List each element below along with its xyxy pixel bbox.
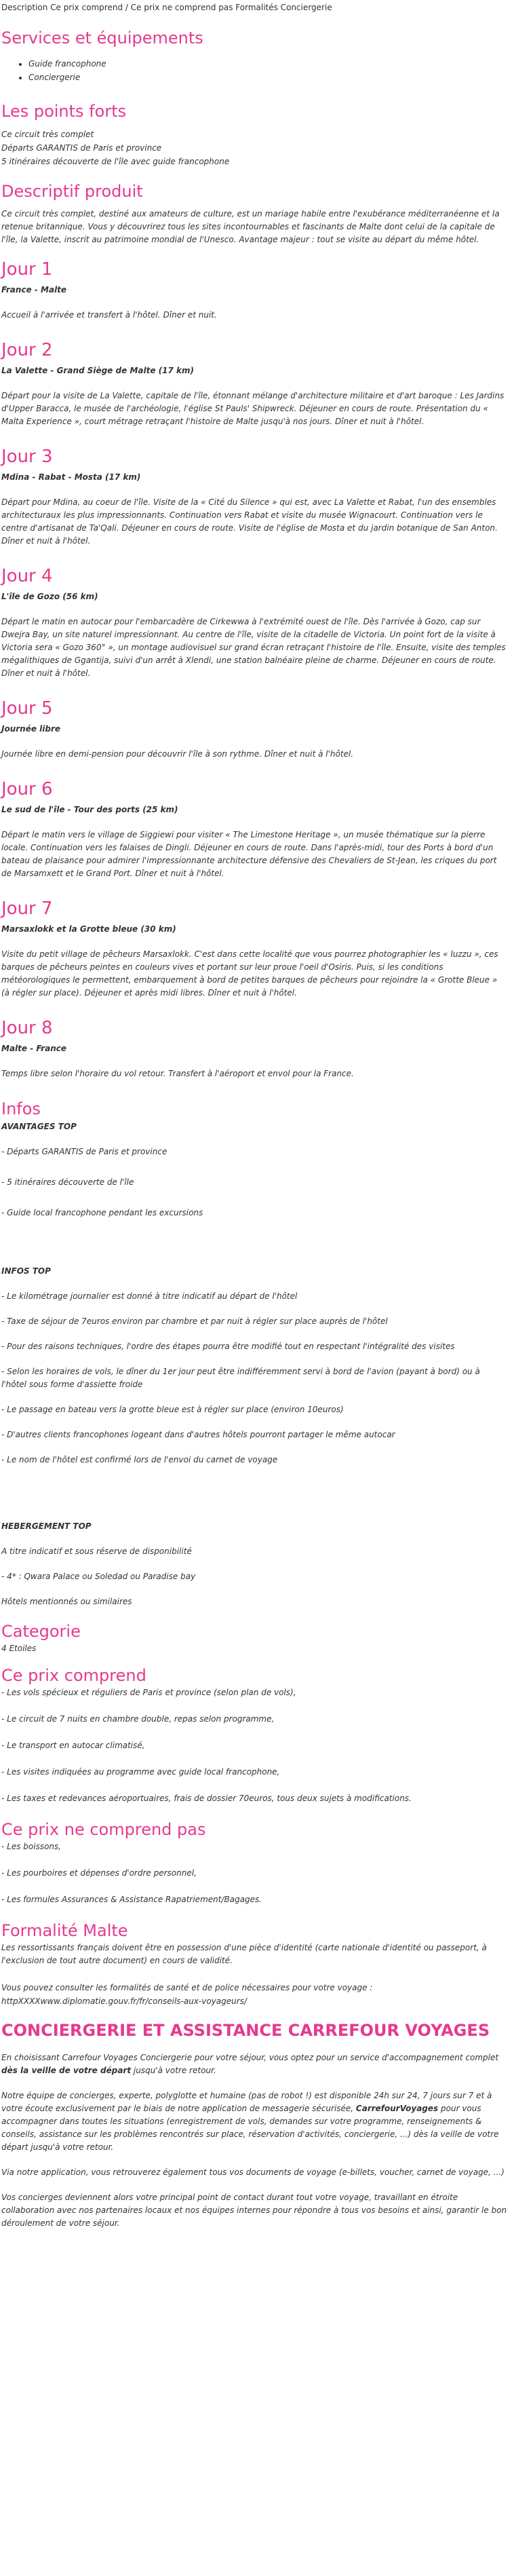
day-title: Jour 7 (1, 898, 53, 919)
spacer (1, 1479, 507, 1519)
day-text: Départ le matin vers le village de Siggiewi pour visiter « The Limestone Heritage », un musée thématique sur la pierre locale. Continuation vers les falaises de Dingli. Déjeuner en cours de route. Dans l'après-midi, tour des Ports à bord d'un bateau de plaisance pour admirer l'impressionnante architecture défensive des Chevaliers de St-Jean, les criques du port de Marsamxett et le Grand Port. Dîner et nuit à l'hôtel. (1, 830, 497, 878)
services-title: Services et équipements (1, 29, 203, 48)
day-subtitle: La Valette - Grand Siège de Malte (17 km) (1, 366, 194, 375)
day-3 (1, 446, 507, 548)
day-4 (1, 565, 507, 680)
spacer (1, 1237, 507, 1264)
comprend-item: - Le transport en autocar climatisé, (1, 1741, 145, 1750)
points-forts-line: Départs GARANTIS de Paris et province (1, 143, 162, 153)
infos-top-item: - Pour des raisons techniques, l'ordre des étapes pourra être modifié tout en respectant l'intégralité des visites (1, 1342, 455, 1351)
day-text: Journée libre en demi-pension pour découvrir l'île à son rythme. Dîner et nuit à l'hôtel. (1, 749, 354, 759)
day-title: Jour 4 (1, 566, 53, 586)
points-forts-line: Ce circuit très complet (1, 130, 94, 139)
ne-comprend-item: - Les boissons, (1, 1842, 62, 1851)
tabs-line[interactable]: Description Ce prix comprend / Ce prix ne comprend pas Formalités Conciergerie (1, 3, 332, 12)
conciergerie-p3: Via notre application, vous retrouverez également tous vos documents de voyage (e-billets, voucher, carnet de voyage, ...) (1, 2167, 505, 2177)
comprend-list (1, 1686, 507, 1805)
day-subtitle: Malte - France (1, 1044, 67, 1053)
formalite-text-2 (1, 1981, 507, 2008)
infos-top-item: - Le kilométrage journalier est donné à titre indicatif au départ de l'hôtel (1, 1291, 298, 1301)
day-subtitle: Marsaxlokk et la Grotte bleue (30 km) (1, 924, 176, 934)
points-forts-line: 5 itinéraires découverte de l'île avec guide francophone (1, 157, 230, 166)
conciergerie-title: CONCIERGERIE ET ASSISTANCE CARREFOUR VOYAGES (1, 2021, 490, 2040)
infos-top-item: - Selon les horaires de vols, le dîner du 1er jour peut être indifféremment servi à bord de l'avion (payant à bord) ou à l'hôtel sous forme d'assiette froide (1, 1367, 480, 1389)
services-list (1, 57, 507, 84)
comprend-item: - Les taxes et redevances aéroportuaires, frais de dossier 70euros, tous deux sujets à modifications. (1, 1794, 412, 1803)
comprend-item: - Les vols spécieux et réguliers de Paris et province (selon plan de vols), (1, 1688, 296, 1697)
day-subtitle: Le sud de l'île - Tour des ports (25 km) (1, 805, 178, 814)
points-forts-text (1, 128, 507, 168)
day-text: Départ pour Mdina, au coeur de l'île. Visite de la « Cité du Silence » qui est, avec La Valette et Rabat, l'un des ensembles architecturaux les plus impressionnants. Continuation vers Rabat et visite du musée Wignacourt. Continuation vers le centre d'artisanat de Ta'Qali. Déjeuner en cours de route. Visite de l'église de Mosta et du jardin botanique de San Anton. Dîner et nuit à l'hôtel. (1, 497, 498, 546)
day-title: Jour 6 (1, 779, 53, 799)
formalite-link[interactable]: httpXXXXwww.diplomatie.gouv.fr/fr/conseils-aux-voyageurs/ (1, 1996, 247, 2006)
categorie-value: 4 Etoiles (1, 1644, 37, 1653)
service-item: • Guide francophone (28, 57, 507, 71)
hebergement-item: - 4* : Qwara Palace ou Soledad ou Paradise bay (1, 1572, 196, 1581)
day-subtitle: Mdina - Rabat - Mosta (17 km) (1, 472, 141, 482)
day-text: Départ pour la visite de La Valette, capitale de l'île, étonnant mélange d'architecture militaire et d'art baroque : Les Jardins d'Upper Baracca, le musée de l'archéologie, l'église St Pauls' Shipwreck. Déjeuner en cours de route. Présentation du « Malta Experience », court métrage retraçant l'histoire de Malte jusqu'à nos jours. Dîner et nuit à l'hôtel. (1, 391, 505, 426)
descriptif-text: Ce circuit très complet, destiné aux amateurs de culture, est un mariage habile entre l'exubérance méditerranéenne et la retenue britannique. Vous y découvrirez tous les sites incontournables et fascinants de Malte dont celui de la capitale de l'île, la Valette, inscrit au patrimoine mondial de l'Unesco. Avantage majeur : tout se visite au départ du même hôtel. (1, 209, 500, 244)
infos-top-item: - D'autres clients francophones logeant dans d'autres hôtels pourront partager le même autocar (1, 1430, 395, 1439)
day-title: Jour 1 (1, 259, 53, 280)
day-6 (1, 778, 507, 880)
day-subtitle: France - Malte (1, 285, 67, 295)
conciergerie-p2 (1, 2089, 507, 2154)
p2-text: Notre équipe de concierges, experte, polyglotte et humaine (pas de robot !) est disponible 24h sur 24, 7 jours sur 7 et à votre écoute exclusivement par le biais de notre application de messagerie sécurisée, (1, 2091, 492, 2113)
avantage-item: - Guide local francophone pendant les excursions (1, 1208, 203, 1217)
categorie-title: Categorie (1, 1622, 81, 1641)
service-item: • Conciergerie (28, 71, 507, 84)
avantages-title: AVANTAGES TOP (1, 1122, 77, 1131)
ne-comprend-list (1, 1840, 507, 1906)
avantage-item: - Départs GARANTIS de Paris et province (1, 1147, 167, 1156)
day-title: Jour 3 (1, 447, 53, 467)
infos-top-item: - Le passage en bateau vers la grotte bleue est à régler sur place (environ 10euros) (1, 1405, 344, 1414)
p1-bold: dès la veille de votre départ (1, 2066, 132, 2075)
day-text: Visite du petit village de pêcheurs Marsaxlokk. C'est dans cette localité que vous pourrez photographier les « luzzu », ces barques de pêcheurs peintes en couleurs vives et portant sur leur proue l'oeil d'Osiris. Puis, si les conditions météorologiques le permettent, embarquement à bord de petites barques de pêcheurs pour rejoindre la « Grotte Bleue » (à régler sur place). Déjeuner et après midi libres. Dîner et nuit à l'hôtel. (1, 949, 498, 998)
hebergement-item: A titre indicatif et sous réserve de disponibilité (1, 1547, 192, 1556)
infos-top-title: INFOS TOP (1, 1266, 51, 1276)
formalite-text: Les ressortissants français doivent être en possession d'une pièce d'identité (carte nationale d'identité ou passeport, à l'exclusion de tout autre document) en cours de validité. (1, 1943, 487, 1965)
day-2 (1, 339, 507, 428)
day-1 (1, 259, 507, 322)
conciergerie-p1 (1, 2051, 507, 2077)
day-title: Jour 5 (1, 698, 53, 719)
day-text: Départ le matin en autocar pour l'embarcadère de Cirkewwa à l'extrémité ouest de l'île. Dès l'arrivée à Gozo, cap sur Dwejra Bay, un site naturel impressionnant. Au centre de l'île, visite de la citadelle de Victoria. Un point fort de la visite à Victoria sera « Gozo 360° », un montage audiovisuel sur grand écran retraçant l'histoire de l'île. Ensuite, visite des temples mégalithiques de Ggantija, suivi d'un arrêt à Xlendi, une station balnéaire pleine de charme. Déjeuner en cours de route. Dîner et nuit à l'hôtel. (1, 617, 506, 678)
infos-top-item: - Taxe de séjour de 7euros environ par chambre et par nuit à régler sur place auprès de l'hôtel (1, 1317, 388, 1326)
infos-top-item: - Le nom de l'hôtel est confirmé lors de l'envoi du carnet de voyage (1, 1455, 278, 1464)
comprend-item: - Les visites indiquées au programme avec guide local francophone, (1, 1767, 280, 1777)
descriptif-title: Descriptif produit (1, 182, 143, 201)
day-8 (1, 1017, 507, 1080)
ne-comprend-item: - Les pourboires et dépenses d'ordre personnel, (1, 1868, 197, 1878)
conciergerie-p4: Vos concierges deviennent alors votre principal point de contact durant tout votre voyage, travaillant en étroite collaboration avec nos partenaires locaux et nos équipes internes pour répondre à tous vos besoins et ainsi, garantir le bon déroulement de votre séjour. (1, 2193, 507, 2228)
hebergement-item: Hôtels mentionnés ou similaires (1, 1597, 132, 1606)
ne-comprend-title: Ce prix ne comprend pas (1, 1820, 206, 1839)
day-text: Temps libre selon l'horaire du vol retour. Transfert à l'aéroport et envol pour la France. (1, 1069, 354, 1078)
formalite-title: Formalité Malte (1, 1921, 128, 1940)
avantage-item: - 5 itinéraires découverte de l'île (1, 1177, 134, 1187)
day-subtitle: Journée libre (1, 724, 61, 734)
p1-text-end: jusqu'à votre retour. (131, 2066, 216, 2075)
points-forts-title: Les points forts (1, 102, 127, 121)
p2-text-end: pour vous accompagner dans toutes les situations (enregistrement de vols, demandes sur votre programme, renseignements & conseils, assistance sur les problèmes rencontrés sur place, réservation d'activités, conciergerie, ...) dès la veille de votre départ jusqu'à votre retour. (1, 2104, 499, 2152)
formalite-sub: Vous pouvez consulter les formalités de santé et de police nécessaires pour votre voyage : (1, 1983, 373, 1992)
day-5 (1, 698, 507, 761)
hebergement-title: HEBERGEMENT TOP (1, 1521, 92, 1531)
day-subtitle: L'île de Gozo (56 km) (1, 592, 98, 601)
ne-comprend-item: - Les formules Assurances & Assistance Rapatriement/Bagages. (1, 1895, 262, 1904)
day-title: Jour 8 (1, 1018, 53, 1038)
comprend-item: - Le circuit de 7 nuits en chambre double, repas selon programme, (1, 1714, 275, 1724)
infos-title: Infos (1, 1099, 41, 1118)
day-title: Jour 2 (1, 340, 53, 360)
day-text: Accueil à l'arrivée et transfert à l'hôtel. Dîner et nuit. (1, 310, 217, 320)
p1-text: En choisissant Carrefour Voyages Conciergerie pour votre séjour, vous optez pour un service d'accompagnement complet (1, 2053, 499, 2062)
day-7 (1, 898, 507, 1000)
p2-bold: CarrefourVoyages (355, 2104, 439, 2113)
comprend-title: Ce prix comprend (1, 1666, 146, 1685)
